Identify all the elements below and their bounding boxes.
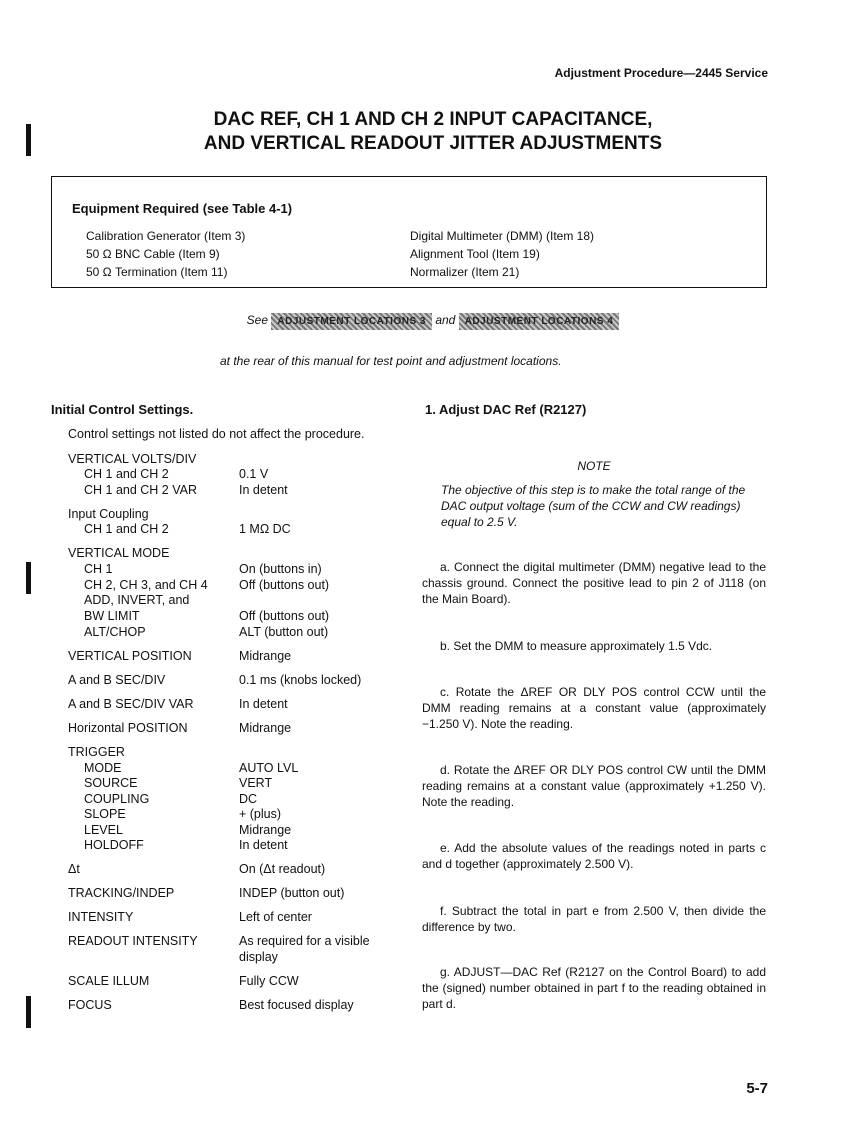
setting-value: On (Δt readout) (239, 862, 326, 876)
setting-value: + (plus) (239, 807, 282, 821)
equipment-item: Alignment Tool (Item 19) (410, 247, 540, 261)
page-title (0, 108, 866, 156)
equipment-item: Digital Multimeter (DMM) (Item 18) (410, 229, 595, 243)
setting-value: On (buttons in) (239, 562, 322, 576)
setting-label: Input Coupling (68, 507, 149, 521)
setting-value: ALT (button out) (239, 625, 329, 639)
setting-value: 0.1 ms (knobs locked) (239, 673, 362, 687)
setting-value: AUTO LVL (239, 761, 299, 775)
title-line-2: AND VERTICAL READOUT JITTER ADJUSTMENTS (203, 133, 663, 154)
controls-heading: Initial Control Settings. (51, 402, 194, 417)
setting-label: A and B SEC/DIV VAR (68, 697, 194, 711)
setting-value: DC (239, 792, 258, 806)
setting-value: Left of center (239, 910, 312, 924)
adjustment-locations-4-tag: ADJUSTMENT LOCATIONS 4 (459, 313, 620, 330)
setting-value: As required for a visible (239, 934, 370, 948)
setting-value: In detent (239, 483, 288, 497)
revision-bar (26, 562, 31, 594)
step-1e: e. Add the absolute values of the readings noted in parts c and d together (approximately 2.500 V). (422, 841, 766, 871)
adjustment-locations-3-tag: ADJUSTMENT LOCATIONS 3 (271, 313, 432, 330)
setting-label: HOLDOFF (84, 838, 144, 852)
setting-value: Off (buttons out) (239, 609, 330, 623)
setting-label: A and B SEC/DIV (68, 673, 166, 687)
setting-value: Fully CCW (239, 974, 299, 988)
setting-label: COUPLING (84, 792, 150, 806)
setting-label: VERTICAL POSITION (68, 649, 192, 663)
setting-label: ADD, INVERT, and (84, 593, 190, 607)
step-1a: a. Connect the digital multimeter (DMM) negative lead to the chassis ground. Connect the positive lead to pin 2 of J118 (on the Main Board). (422, 560, 766, 606)
setting-label: CH 1 and CH 2 (84, 522, 169, 536)
equipment-item: 50 Ω BNC Cable (Item 9) (86, 247, 220, 261)
setting-label: MODE (84, 761, 122, 775)
running-head: Adjustment Procedure—2445 Service (554, 66, 768, 80)
setting-label: Horizontal POSITION (68, 721, 188, 735)
setting-label: TRIGGER (68, 745, 125, 759)
note-title: NOTE (577, 459, 611, 473)
setting-label: BW LIMIT (84, 609, 140, 623)
equipment-list-right (410, 227, 594, 281)
setting-value: 0.1 V (239, 467, 269, 481)
setting-label: ALT/CHOP (84, 625, 146, 639)
setting-label: TRACKING/INDEP (68, 886, 175, 900)
setting-label: SLOPE (84, 807, 126, 821)
controls-intro: Control settings not listed do not affect the procedure. (68, 427, 365, 441)
setting-value: Best focused display (239, 998, 354, 1012)
step-1-heading: 1. Adjust DAC Ref (R2127) (425, 402, 587, 417)
setting-label: SCALE ILLUM (68, 974, 150, 988)
note-body: The objective of this step is to make the total range of the DAC output voltage (sum of the CCW and CW readings) equal to 2.5 V. (441, 483, 746, 529)
setting-value: display (239, 950, 278, 964)
step-1g: g. ADJUST—DAC Ref (R2127 on the Control Board) to add the (signed) number obtained in part f to the reading obtained in part d. (422, 965, 766, 1011)
setting-value: Midrange (239, 649, 292, 663)
setting-label: Δt (68, 862, 80, 876)
title-line-1: DAC REF, CH 1 AND CH 2 INPUT CAPACITANCE, (213, 109, 653, 130)
step-1f: f. Subtract the total in part e from 2.500 V, then divide the difference by two. (422, 904, 766, 934)
page-number: 5-7 (746, 1080, 768, 1097)
equipment-item: 50 Ω Termination (Item 11) (86, 265, 228, 279)
equipment-item: Normalizer (Item 21) (410, 265, 520, 279)
step-1c: c. Rotate the ΔREF OR DLY POS control CCW until the DMM reading remains at a constant value (approximately −1.250 V). Note the reading. (422, 685, 766, 731)
equipment-heading: Equipment Required (see Table 4-1) (72, 201, 293, 216)
rear-manual-note: at the rear of this manual for test point and adjustment locations. (220, 354, 562, 368)
equipment-box (51, 176, 767, 288)
setting-label: VERTICAL MODE (68, 546, 170, 560)
and-text: and (435, 313, 456, 327)
setting-value: In detent (239, 697, 288, 711)
setting-value: VERT (239, 776, 273, 790)
step-1b: b. Set the DMM to measure approximately 1.5 Vdc. (440, 639, 713, 653)
setting-value: Midrange (239, 823, 292, 837)
see-text: See (246, 313, 269, 327)
setting-value: Off (buttons out) (239, 578, 330, 592)
equipment-list-left (86, 227, 245, 281)
setting-label: CH 1 (84, 562, 113, 576)
step-1d: d. Rotate the ΔREF OR DLY POS control CW until the DMM reading remains at a constant value (approximately +1.250 V). Note the reading. (422, 763, 766, 809)
setting-label: CH 2, CH 3, and CH 4 (84, 578, 208, 592)
revision-bar (26, 996, 31, 1028)
setting-label: FOCUS (68, 998, 112, 1012)
setting-label: CH 1 and CH 2 (84, 467, 169, 481)
setting-value: In detent (239, 838, 288, 852)
setting-label: LEVEL (84, 823, 123, 837)
setting-label: VERTICAL VOLTS/DIV (68, 452, 197, 466)
setting-value: Midrange (239, 721, 292, 735)
setting-label: CH 1 and CH 2 VAR (84, 483, 198, 497)
setting-label: SOURCE (84, 776, 138, 790)
setting-label: INTENSITY (68, 910, 134, 924)
setting-value: INDEP (button out) (239, 886, 345, 900)
equipment-item: Calibration Generator (Item 3) (86, 229, 246, 243)
setting-label: READOUT INTENSITY (68, 934, 198, 948)
reference-line (0, 313, 866, 330)
setting-value: 1 MΩ DC (239, 522, 291, 536)
